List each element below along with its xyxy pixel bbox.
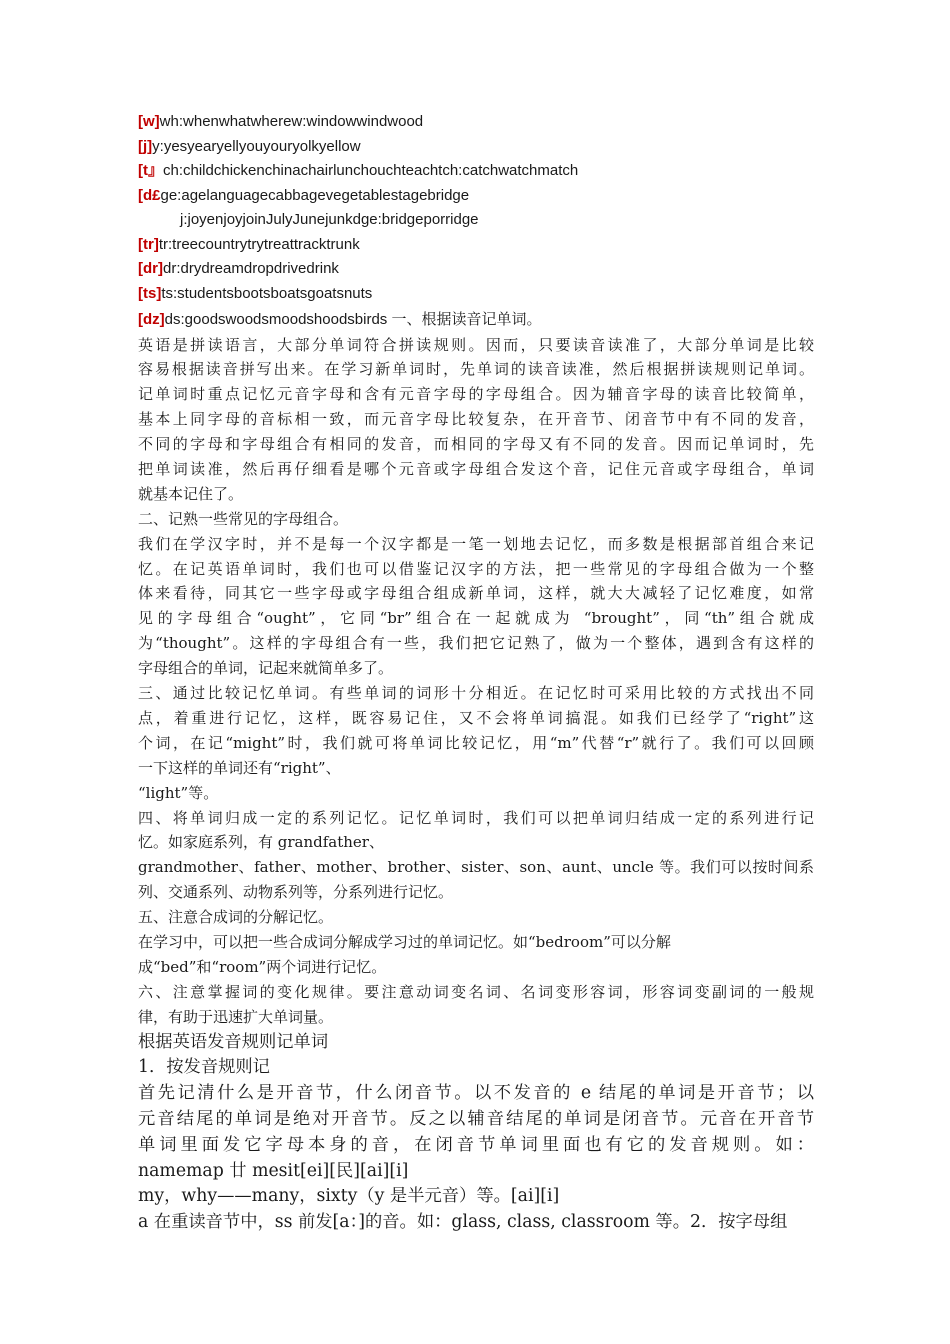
tail-line: 单词里面发它字母本身的音，在闭音节单词里面也有它的发音规则。如： [138, 1134, 814, 1155]
body-line: 点，着重进行记忆，这样，既容易记住，又不会将单词搞混。如我们已经学了“right”这 [138, 708, 814, 727]
phonetic-tag: [j] [138, 137, 153, 155]
section-heading-2: 二、记熟一些常见的字母组合。 [138, 509, 349, 528]
tail-line: 首先记清什么是开音节，什么闭音节。以不发音的 e 结尾的单词是开音节；以 [138, 1083, 814, 1104]
body-line: 律，有助于迅速扩大单词量。 [138, 1007, 334, 1026]
phonics-words: ge:agelanguagecabbagevegetablestagebridge [160, 186, 470, 204]
body-line: 英语是拼读语言，大部分单词符合拼读规则。因而，只要读音读准了，大部分单词是比较 [138, 335, 814, 354]
phonics-line-tsh [138, 159, 814, 184]
body-text [138, 333, 814, 1030]
body-line: 个词，在记“might”时，我们就可将单词比较记忆，用“m”代替“r”就行了。我们可以回顾 [138, 733, 814, 752]
tail-line: namemap 廿 mesit[ei][民][ai][i] [138, 1160, 409, 1181]
body-line: 体来看待，同其它一些字母或字母组合组成新单词，这样，就大大减轻了记忆难度，如常 [138, 584, 814, 603]
body-line: “light”等。 [138, 783, 219, 802]
phonetic-tag: [dr] [138, 260, 163, 277]
phonics-line-dzh [138, 184, 814, 209]
body-line: 列、交通系列、动物系列等，分系列进行记忆。 [138, 883, 454, 902]
sub-title: 1．按发音规则记 [138, 1057, 270, 1078]
body-line: 不同的字母和字母组合有相同的发音，而相同的字母又有不同的发音。因而记单词时，先 [138, 435, 814, 454]
phonics-words: tr:treecountrytrytreattracktrunk [158, 235, 360, 253]
phonics-line-w [138, 110, 814, 135]
phonetic-tag: [dz] [138, 311, 165, 328]
phonetic-tag: [w] [138, 113, 160, 130]
body-line: 见的字母组合“ought”，它同“br”组合在一起就成为 “brought”，同“th”组合就成 [138, 609, 814, 628]
body-line: 字母组合的单词，记起来就简单多了。 [138, 659, 394, 678]
body-line: 成“bed”和“room”两个词进行记忆。 [138, 957, 387, 976]
phonetic-tag: [d£ [138, 186, 161, 204]
section-heading-6: 六、注意掌握词的变化规律。要注意动词变名词、名词变形容词，形容词变副词的一般规 [138, 982, 814, 1001]
body-line: 我们在学汉字时，并不是每一个汉字都是一笔一划地去记忆，而多数是根据部首组合来记 [138, 534, 814, 553]
phonics-line-tr [138, 233, 814, 258]
section-title: 根据英语发音规则记单词 [138, 1031, 329, 1052]
phonics-words: ds:goodswoodsmoodshoodsbirds 一、根据读音记单词。 [164, 311, 542, 328]
phonics-words: j:joyenjoyjoinJulyJunejunkdge:bridgeporridge [180, 211, 479, 228]
body-line: 一下这样的单词还有“right”、 [138, 758, 341, 777]
body-line: 基本上同字母的音标相一致，而元音字母比较复杂，在开音节、闭音节中有不同的发音， [138, 410, 814, 429]
phonics-words: dr:drydreamdropdrivedrink [163, 260, 339, 277]
body-line: 为“thought”。这样的字母组合有一些，我们把它记熟了，做为一个整体，遇到含有这样的 [138, 634, 814, 653]
body-line: 就基本记住了。 [138, 484, 244, 503]
phonetic-tag: [ts] [138, 284, 162, 302]
phonics-line-dz [138, 308, 814, 333]
body-line: 忆。在记英语单词时，我们也可以借鉴记汉字的方法，把一些常见的字母组合做为一个整 [138, 559, 814, 578]
section-heading-5: 五、注意合成词的分解记忆。 [138, 908, 334, 927]
phonics-words: ts:studentsbootsboatsgoatsnuts [161, 284, 373, 302]
phonics-words: y:yesyearyellyouyouryolkyellow [152, 137, 361, 155]
section-heading-4: 四、将单词归成一定的系列记忆。记忆单词时，我们可以把单词归结成一定的系列进行记 [138, 808, 814, 827]
phonetic-tag: [t』 [138, 162, 163, 179]
document-page [138, 110, 814, 1236]
phonics-words: ch:childchickenchinachairlunchouchteachtch:catchwatchmatch [163, 162, 579, 179]
tail-line: my，why——many，sixty（y 是半元音）等。[ai][i] [138, 1186, 560, 1207]
phonetic-tag: [tr] [138, 235, 159, 253]
body-line: 记单词时重点记忆元音字母和含有元音字母的字母组合。因为辅音字母的读音比较简单， [138, 385, 814, 404]
body-line: 忆。如家庭系列，有 grandfather、 [138, 833, 384, 852]
tail-line: 元音结尾的单词是绝对开音节。反之以辅音结尾的单词是闭音节。元音在开音节 [138, 1109, 814, 1129]
phonics-line-ts [138, 282, 814, 307]
body-line: 把单词读准，然后再仔细看是哪个元音或字母组合发这个音，记住元音或字母组合，单词 [138, 459, 814, 478]
body-line: 在学习中，可以把一些合成词分解成学习过的单词记忆。如“bedroom”可以分解 [138, 933, 671, 951]
body-line: 容易根据读音拼写出来。在学习新单词时，先单词的读音读准，然后根据拼读规则记单词。 [138, 360, 814, 379]
phonics-words: wh:whenwhatwherew:windowwindwood [159, 113, 424, 130]
phonics-line-dzh-2 [138, 208, 814, 233]
pronunciation-section [138, 1030, 814, 1236]
phonics-line-j [138, 135, 814, 160]
phonics-line-dr [138, 257, 814, 282]
phonics-list [138, 110, 814, 333]
tail-line: a 在重读音节中，ss 前发[a：]的音。如：glass, class, classroom 等。2．按字母组 [138, 1212, 788, 1233]
section-heading-3: 三、通过比较记忆单词。有些单词的词形十分相近。在记忆时可采用比较的方式找出不同 [138, 684, 814, 703]
body-line: grandmother、father、mother、brother、sister、son、aunt、uncle 等。我们可以按时间系 [138, 858, 814, 877]
